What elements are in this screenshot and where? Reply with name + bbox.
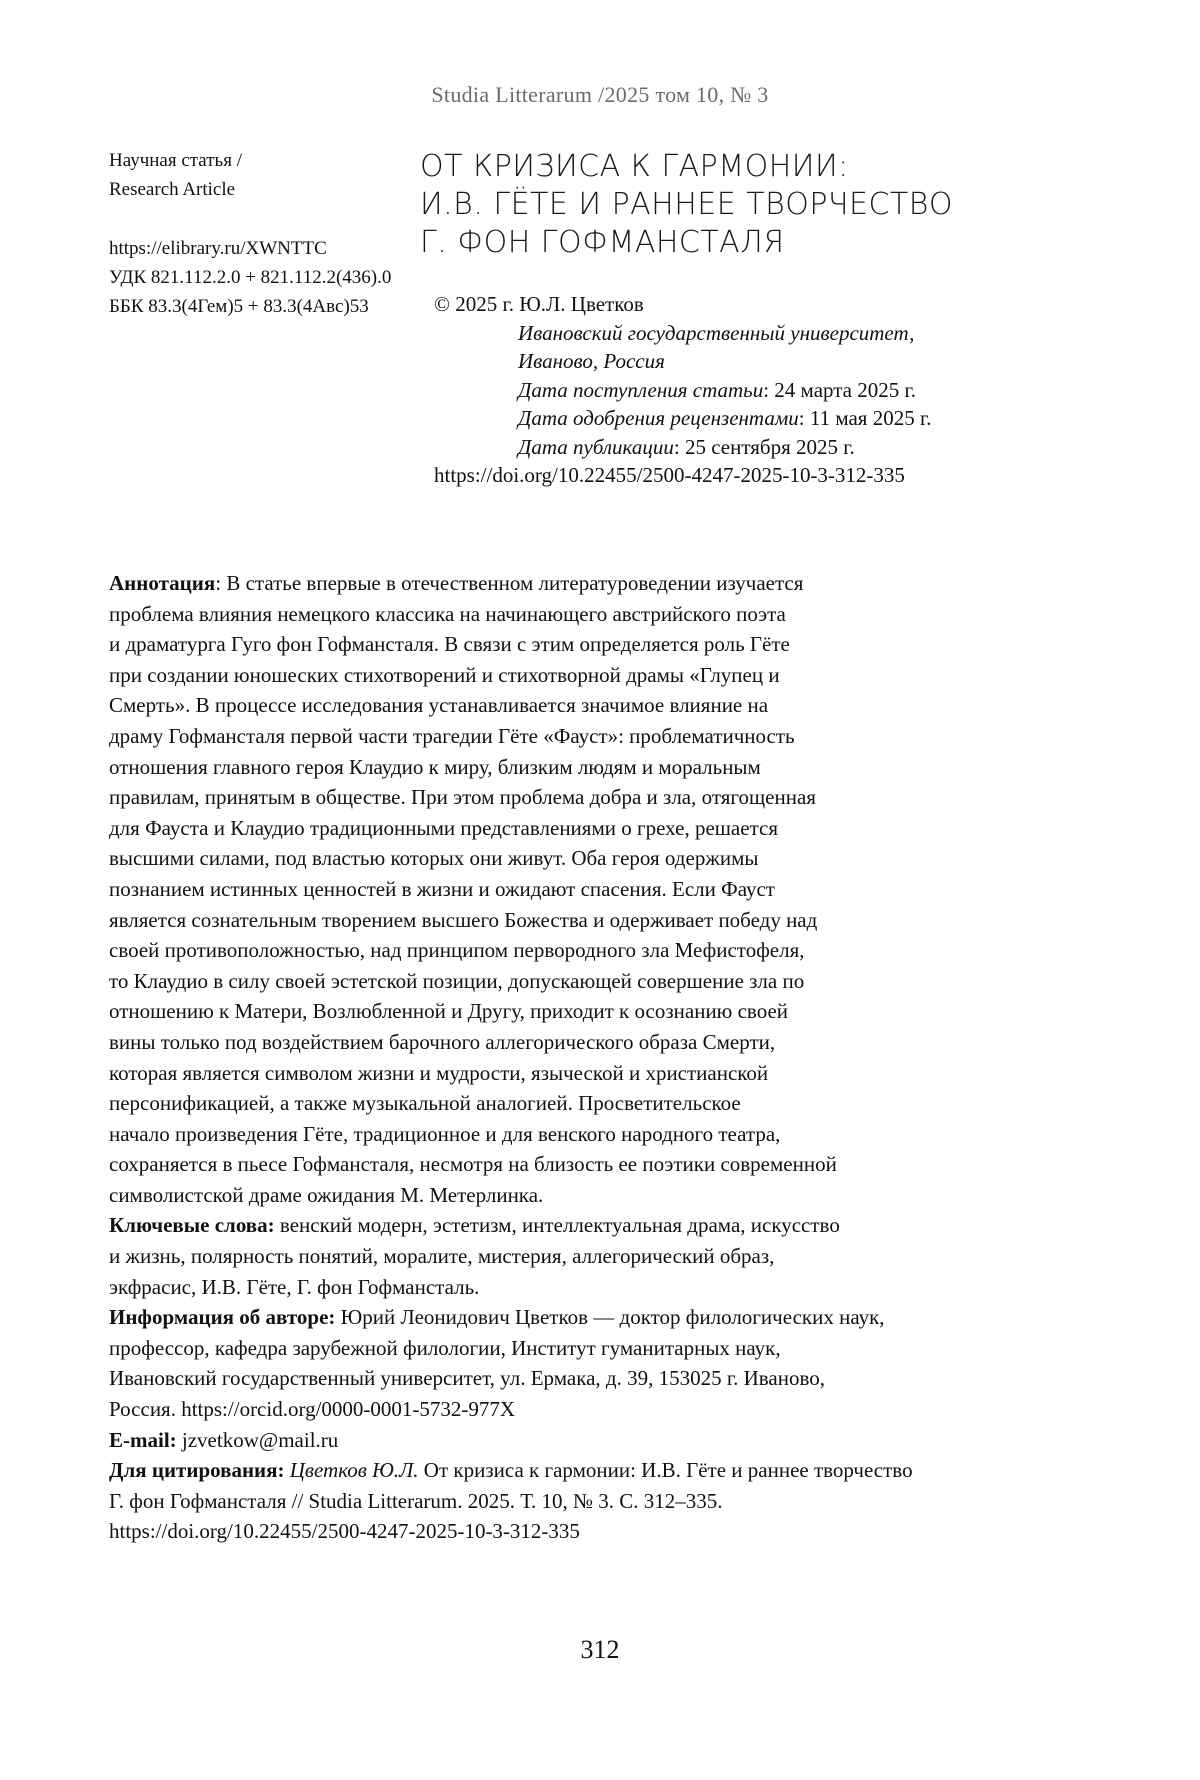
abstract-label: Аннотация	[109, 571, 216, 595]
author-info-label: Информация об авторе:	[109, 1305, 336, 1330]
title-line: Г. ФОН ГОФМАНСТАЛЯ	[420, 225, 785, 260]
article-type-en: Research Article	[109, 179, 236, 200]
keywords: Ключевые слова: венский модерн, эстетизм, интеллектуальная драма, искусство и жизнь, полярность понятий, моралите, мистерия, аллегорический образ, экфрасис, И.В. Гёте, Г. фон Гофмансталь.	[109, 1213, 840, 1299]
article-title	[420, 148, 1020, 262]
running-head: Studia Litterarum /2025 том 10, № 3	[431, 82, 769, 107]
keywords-label: Ключевые слова:	[109, 1213, 275, 1238]
published-date: Дата публикации: 25 сентября 2025 г.	[518, 434, 855, 459]
title-line: И.В. ГЁТЕ И РАННЕЕ ТВОРЧЕСТВО	[420, 187, 953, 222]
approved-date: Дата одобрения рецензентами: 11 мая 2025 г.	[518, 406, 932, 430]
affiliation: Ивановский государственный университет,	[518, 320, 915, 345]
elibrary-link[interactable]: https://elibrary.ru/XWNTTC	[109, 238, 327, 259]
doi-link[interactable]: https://doi.org/10.22455/2500-4247-2025-10-3-312-335	[434, 463, 905, 487]
abstract-section	[109, 568, 1089, 1547]
article-type-ru: Научная статья /	[109, 150, 242, 171]
abstract: Аннотация: В статье впервые в отечественном литературоведении изучается проблема влияния немецкого классика на начинающего австрийского поэта и драматурга Гуго фон Гофмансталя. В связи с этим определяется роль Гёте при создании юношеских стихотворений и стихотворной драмы «Глупец и Смерть». В процессе исследования устанавливается значимое влияние на драму Гофмансталя первой части трагедии Гёте «Фауст»: проблематичность отношения главного героя Клаудио к миру, близким людям и моральным правилам, принятым в обществе. При этом проблема добра и зла, отягощенная для Фауста и Клаудио традиционными представлениями о грехе, решается высшими силами, под властью которых они живут. Оба героя одержимы познанием истинных ценностей в жизни и ожидают спасения. Если Фауст является сознательным творением высшего Божества и одерживает победу над своей противоположностью, над принципом первородного зла Мефистофеля, то Клаудио в силу своей эстетской позиции, допускающей совершение зла по отношению к Матери, Возлюбленной и Другу, приходит к осознанию своей вины только под воздействием барочного аллегорического образа Смерти, которая является символом жизни и мудрости, языческой и христианской персонификацией, а также музыкальной аналогией. Просветительское начало произведения Гёте, традиционное и для венского народного театра, сохраняется в пьесе Гофмансталя, несмотря на близость ее поэтики современной символистской драме ожидания М. Метерлинка.	[109, 571, 837, 1207]
bbk-code: ББК 83.3(4Гем)5 + 83.3(4Авс)53	[109, 296, 369, 317]
citation: Для цитирования: Цветков Ю.Л. От кризиса к гармонии: И.В. Гёте и раннее творчество Г. фон Гофмансталя // Studia Litterarum. 2025. Т. 10, № 3. С. 312–335. https://doi.org/10.22455/2500-4247-2025-10-3-312-335	[109, 1455, 1089, 1547]
author-info: Информация об авторе: Юрий Леонидович Цветков — доктор филологических наук, профессор, кафедра зарубежной филологии, Институт гуманитарных наук, Ивановский государственный университет, ул. Ермака, д. 39, 153025 г. Иваново, Россия. https://orcid.org/0000-0001-5732-977X	[109, 1305, 885, 1422]
udk-code: УДК 821.112.2.0 + 821.112.2(436).0	[109, 267, 392, 288]
article-meta	[109, 146, 429, 321]
received-date: Дата поступления статьи: 24 марта 2025 г.	[518, 377, 916, 402]
copyright-line: © 2025 г. Ю.Л. Цветков	[434, 292, 644, 316]
citation-label: Для цитирования:	[109, 1458, 285, 1483]
email	[109, 1425, 1089, 1456]
email-link[interactable]: jzvetkow@mail.ru	[176, 1427, 339, 1452]
title-line: ОТ КРИЗИСА К ГАРМОНИИ:	[420, 149, 849, 184]
author-block	[434, 290, 1134, 490]
email-label: E-mail:	[109, 1427, 177, 1452]
citation-doi-link[interactable]: https://doi.org/10.22455/2500-4247-2025-10-3-312-335	[109, 1519, 580, 1544]
affiliation-city: Иваново, Россия	[518, 349, 665, 373]
page-number: 312	[580, 1635, 620, 1664]
